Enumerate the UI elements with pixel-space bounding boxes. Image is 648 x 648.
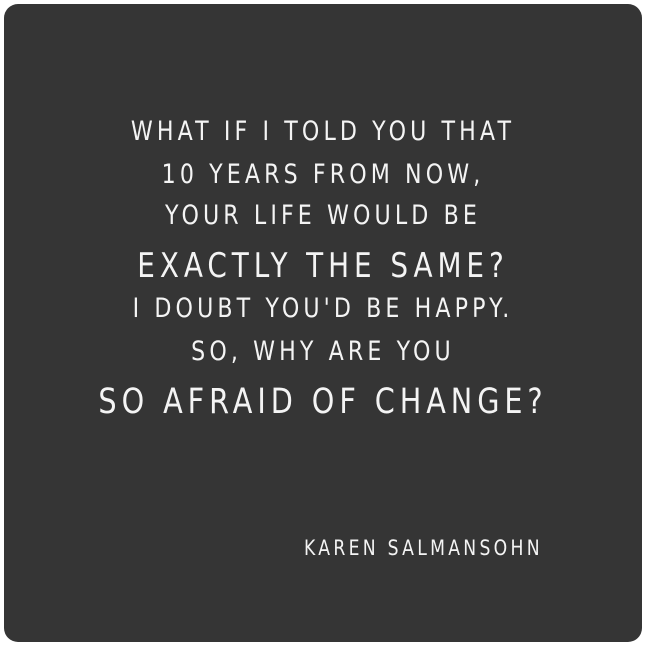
- quote-line-3: YOUR LIFE WOULD BE: [165, 200, 481, 231]
- quote-line-5: I DOUBT YOU'D BE HAPPY.: [132, 293, 514, 324]
- quote-author: KAREN SALMANSOHN: [304, 536, 543, 560]
- quote-line-2: 10 YEARS FROM NOW,: [161, 159, 485, 190]
- quote-line-4: EXACTLY THE SAME?: [137, 246, 509, 286]
- quote-line-7: SO AFRAID OF CHANGE?: [98, 382, 548, 422]
- quote-line-1: WHAT IF I TOLD YOU THAT: [130, 116, 516, 147]
- quote-line-6: SO, WHY ARE YOU: [191, 336, 455, 367]
- quote-card: [4, 4, 642, 642]
